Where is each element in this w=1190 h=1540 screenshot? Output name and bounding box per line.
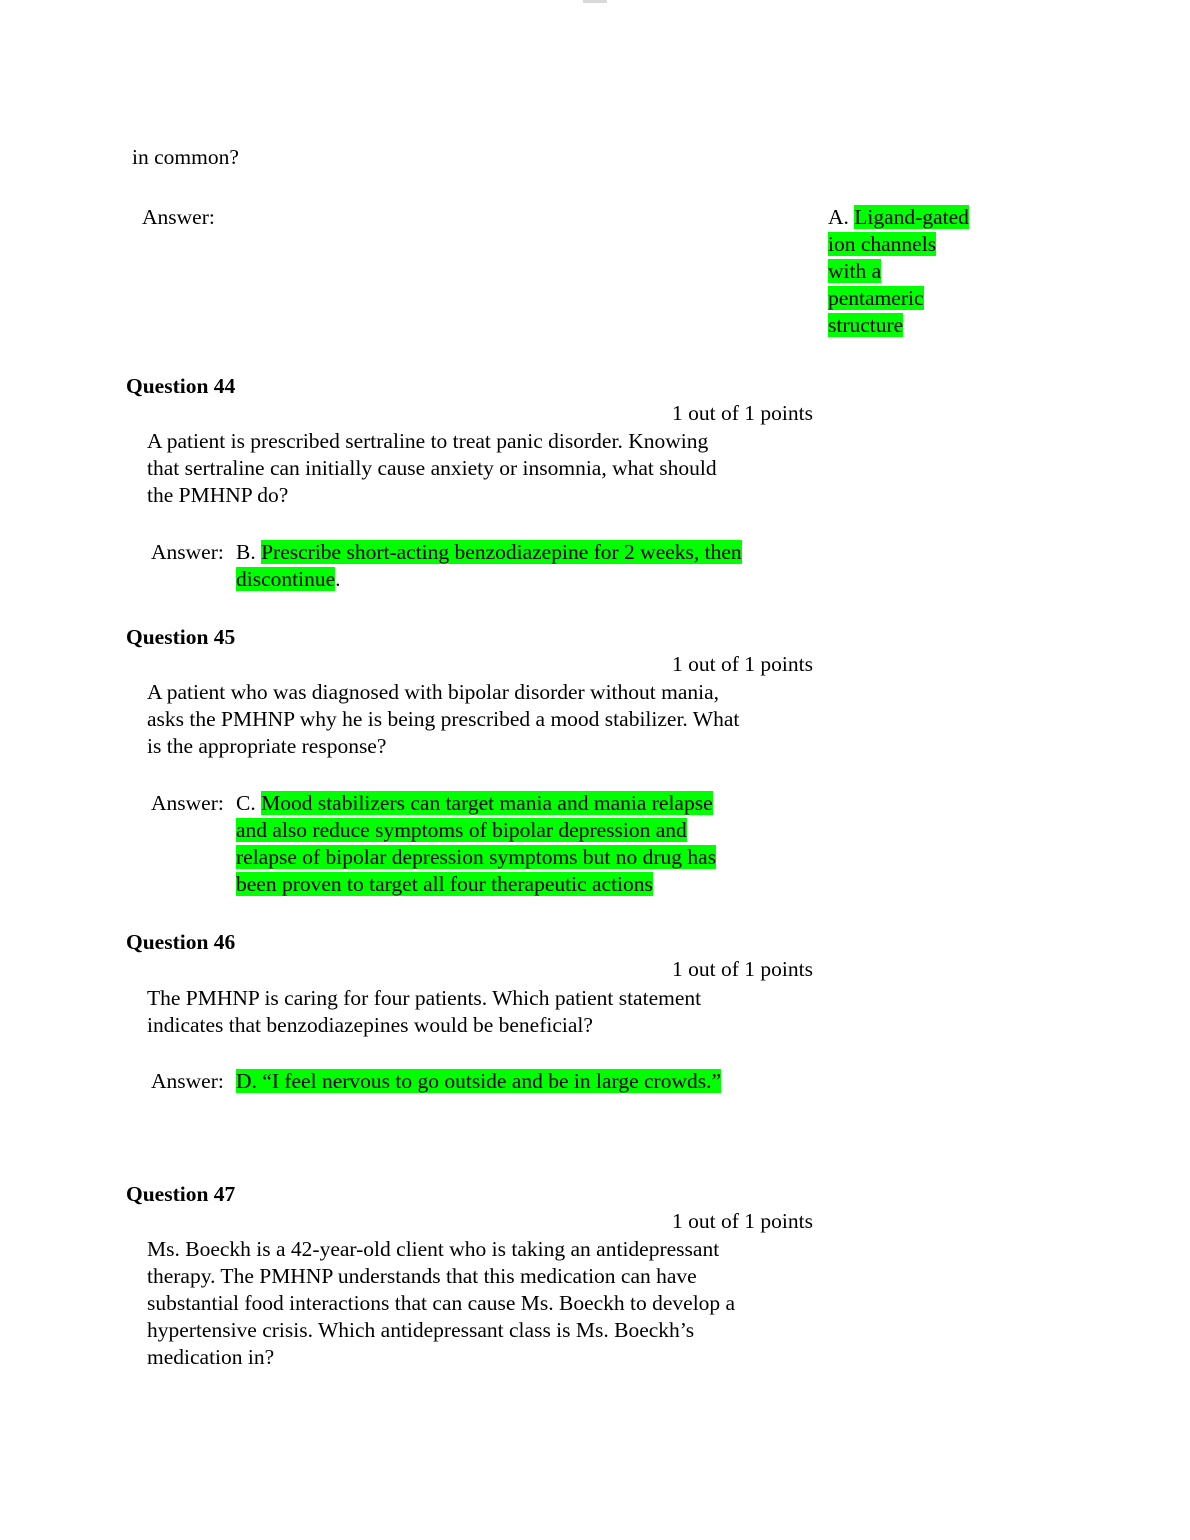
question-points: 1 out of 1 points: [672, 401, 813, 425]
question-prompt: [147, 428, 827, 509]
prompt-line: indicates that benzodiazepines would be beneficial?: [147, 1013, 593, 1037]
answer-label: Answer:: [151, 791, 224, 815]
question-title: Question 45: [126, 625, 236, 649]
question-prompt: [147, 985, 827, 1039]
question-points: 1 out of 1 points: [672, 1209, 813, 1233]
prompt-line: the PMHNP do?: [147, 483, 289, 507]
page-header-mark: [583, 0, 607, 3]
prompt-line: that sertraline can initially cause anxiety or insomnia, what should: [147, 456, 717, 480]
answer-highlight-line: Prescribe short-acting benzodiazepine for 2 weeks, then: [261, 540, 742, 564]
prompt-line: therapy. The PMHNP understands that this medication can have: [147, 1264, 697, 1288]
question-title: Question 46: [126, 930, 236, 954]
prompt-line: A patient is prescribed sertraline to treat panic disorder. Knowing: [147, 429, 709, 453]
answer-highlight-line: with a: [828, 259, 882, 283]
prompt-line: substantial food interactions that can cause Ms. Boeckh to develop a: [147, 1291, 736, 1315]
answer-label: Answer:: [151, 1069, 224, 1093]
prompt-line: is the appropriate response?: [147, 734, 387, 758]
prompt-line: The PMHNP is caring for four patients. Which patient statement: [147, 986, 702, 1010]
answer-highlight-line: pentameric: [828, 286, 924, 310]
answer-letter: B.: [236, 540, 256, 564]
answer-trailing: .: [335, 567, 341, 591]
question-prompt: [147, 679, 827, 760]
prompt-line: asks the PMHNP why he is being prescribed a mood stabilizer. What: [147, 707, 740, 731]
answer-highlight-line: relapse of bipolar depression symptoms but no drug has: [236, 845, 717, 869]
answer-letter: C.: [236, 791, 256, 815]
prompt-line: Ms. Boeckh is a 42-year-old client who is taking an antidepressant: [147, 1237, 720, 1261]
question-title: Question 47: [126, 1182, 236, 1206]
answer-highlight-line: and also reduce symptoms of bipolar depression and: [236, 818, 687, 842]
answer-label: Answer:: [142, 205, 215, 229]
question-continuation-text: in common?: [132, 145, 239, 169]
answer-highlight-line: Mood stabilizers can target mania and mania relapse: [261, 791, 713, 815]
answer-highlight-line: D. “I feel nervous to go outside and be in large crowds.”: [236, 1069, 721, 1093]
question-points: 1 out of 1 points: [672, 652, 813, 676]
question-title: Question 44: [126, 374, 236, 398]
answer-44: [236, 539, 836, 593]
answer-letter: A.: [828, 205, 849, 229]
answer-highlight-line: been proven to target all four therapeutic actions: [236, 872, 653, 896]
answer-highlight-line: ion channels: [828, 232, 937, 256]
prompt-line: hypertensive crisis. Which antidepressant class is Ms. Boeckh’s: [147, 1318, 695, 1342]
prompt-line: A patient who was diagnosed with bipolar disorder without mania,: [147, 680, 720, 704]
answer-45: [236, 790, 836, 898]
answer-highlight-line: discontinue: [236, 567, 336, 591]
answer-highlight-line: Ligand-gated: [854, 205, 969, 229]
answer-43: [828, 204, 988, 339]
answer-highlight-line: structure: [828, 313, 904, 337]
question-points: 1 out of 1 points: [672, 957, 813, 981]
prompt-line: medication in?: [147, 1345, 275, 1369]
question-prompt: [147, 1236, 827, 1371]
answer-46: [236, 1068, 856, 1095]
answer-label: Answer:: [151, 540, 224, 564]
